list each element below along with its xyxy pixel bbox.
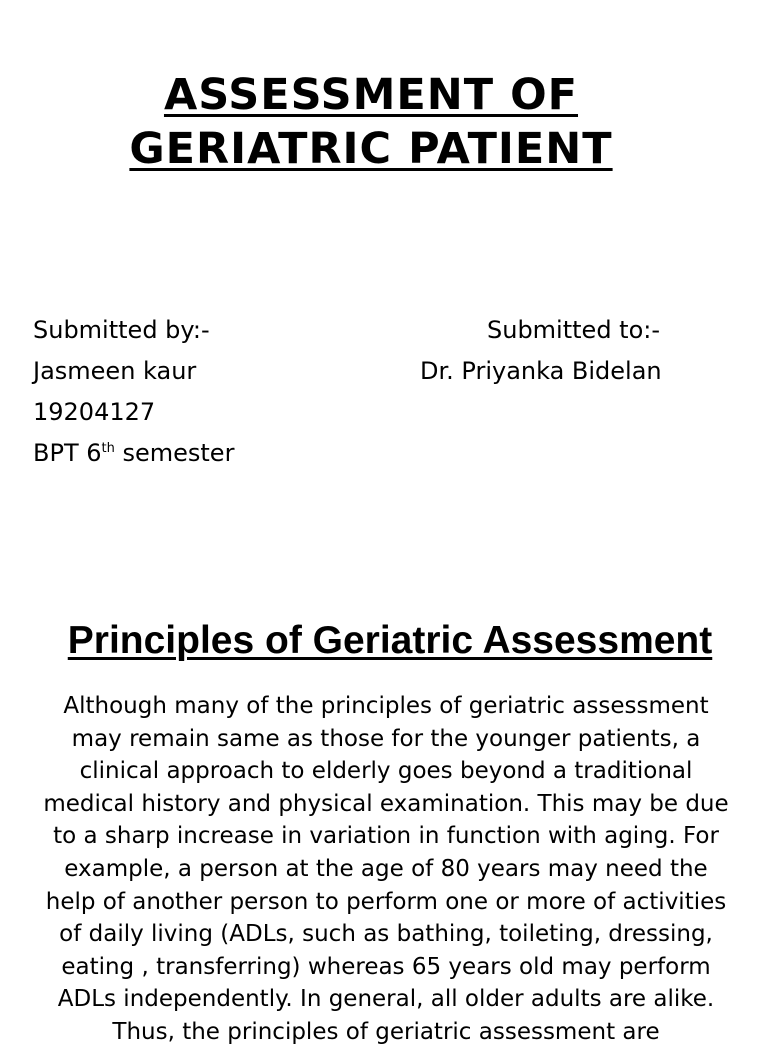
- student-name: Jasmeen kaur: [33, 357, 197, 385]
- section-heading-text: Principles of Geriatric Assessment: [67, 619, 713, 662]
- student-roll-number: 19204127: [33, 398, 156, 426]
- student-course: [33, 433, 234, 474]
- title-line-2: GERIATRIC PATIENT: [129, 124, 613, 174]
- section-paragraph: Although many of the principles of geriatric assessment may remain same as those for the younger patients, a clinical approach to elderly goes beyond a traditional medical history and physical examination. This may be due to a sharp increase in variation in function with aging. For example, a person at the age of 80 years may need the help of another person to perform one or more of activities of daily living (ADLs, such as bathing, toileting, dressing, eating , transferring) whereas 65 years old may perform ADLs independently. In general, all older adults are alike. Thus, the principles of geriatric assessment are: [43, 693, 729, 1045]
- submitted-by-label: Submitted by:-: [33, 316, 210, 344]
- course-prefix: BPT 6: [33, 439, 102, 467]
- supervisor-name: Dr. Priyanka Bidelan: [420, 357, 662, 385]
- section-heading: [0, 615, 768, 667]
- submitted-to-block: [420, 310, 730, 392]
- course-ordinal-suffix: th: [101, 441, 115, 456]
- course-suffix: semester: [114, 439, 235, 467]
- submitted-to-label: Submitted to:-: [487, 316, 661, 344]
- submitted-by-block: [33, 310, 234, 474]
- page-title: [0, 68, 742, 176]
- title-line-1: ASSESSMENT OF: [163, 70, 579, 120]
